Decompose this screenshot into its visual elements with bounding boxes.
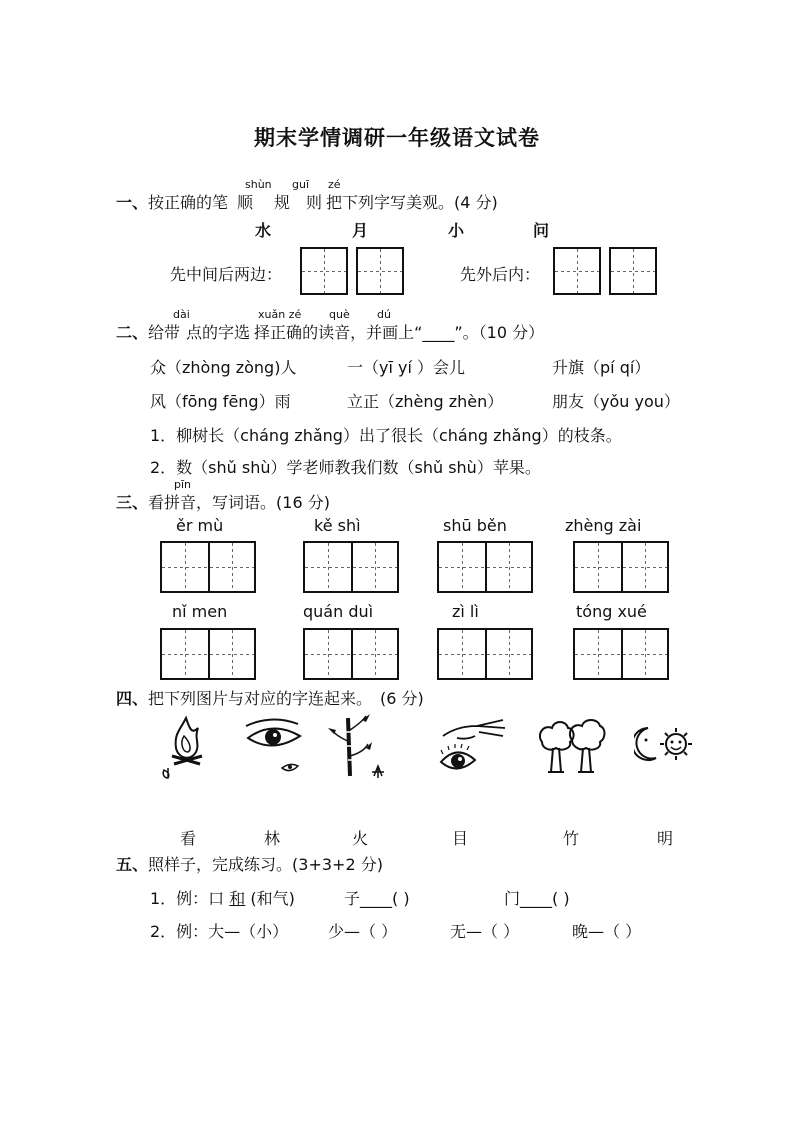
word-box[interactable] xyxy=(160,541,256,593)
word-box[interactable] xyxy=(437,541,533,593)
pinyin-ze: zé xyxy=(328,178,341,191)
page-title: 期末学情调研一年级语文试卷 xyxy=(254,126,540,150)
exercise-blank[interactable]: 门____( ) xyxy=(504,889,570,908)
match-char: 看 xyxy=(180,829,197,848)
label-outside-first: 先外后内： xyxy=(460,265,541,284)
writing-box[interactable] xyxy=(356,247,404,295)
hand-eye-picture xyxy=(437,714,509,778)
pinyin-choice: 升旗（pí qí） xyxy=(552,358,651,377)
writing-box[interactable] xyxy=(553,247,601,295)
label-center-first: 先中间后两边： xyxy=(170,265,283,284)
pinyin-choice: 一（yī yí ）会儿 xyxy=(347,358,466,377)
bamboo-picture xyxy=(326,712,386,782)
exercise-blank[interactable]: 无—（ ） xyxy=(450,922,520,941)
word-box[interactable] xyxy=(303,541,399,593)
match-char: 目 xyxy=(452,829,469,848)
word-box[interactable] xyxy=(160,628,256,680)
word-pinyin: kě shì xyxy=(314,516,361,535)
example-1: 1．例：口 和 (和气) xyxy=(150,889,295,908)
pinyin-que: què xyxy=(329,308,350,321)
pinyin-xuanze: xuǎn zé xyxy=(258,308,302,321)
word-box[interactable] xyxy=(573,628,669,680)
pinyin-gui: guī xyxy=(292,178,310,191)
match-char: 火 xyxy=(352,829,369,848)
char-yue: 月 xyxy=(352,221,369,240)
pinyin-choice: 朋友（yǒu you） xyxy=(552,392,680,411)
char-shui: 水 xyxy=(255,221,272,240)
char-wen: 问 xyxy=(533,221,550,240)
pinyin-choice: 风（fōng fēng）雨 xyxy=(150,392,291,411)
section-2-heading: 二、给带 点的字选 择正确的读音，并画上“____”。（10 分） xyxy=(116,323,545,342)
word-pinyin: shū běn xyxy=(443,516,507,535)
section-5-heading: 五、照样子，完成练习。(3+3+2 分) xyxy=(116,855,383,874)
example-2: 2．例：大—（小） xyxy=(150,922,289,941)
word-pinyin: zhèng zài xyxy=(565,516,642,535)
section-3-heading: 三、看拼音，写词语。(16 分) xyxy=(116,493,330,512)
word-pinyin: ěr mù xyxy=(176,516,224,535)
word-box[interactable] xyxy=(303,628,399,680)
pinyin-pin: pīn xyxy=(174,478,192,491)
section-4-heading: 四、把下列图片与对应的字连起来。 (6 分) xyxy=(116,689,424,708)
writing-box[interactable] xyxy=(300,247,348,295)
match-char: 竹 xyxy=(563,829,580,848)
exercise-blank[interactable]: 少—（ ） xyxy=(328,922,398,941)
word-pinyin: nǐ men xyxy=(172,602,228,621)
match-char: 林 xyxy=(264,829,281,848)
pinyin-choice: 众（zhòng zòng)人 xyxy=(150,358,297,377)
writing-box[interactable] xyxy=(609,247,657,295)
sentence-2: 2．数（shǔ shù）学老师教我们数（shǔ shù）苹果。 xyxy=(150,458,541,477)
word-box[interactable] xyxy=(437,628,533,680)
char-xiao: 小 xyxy=(448,221,465,240)
section-1-heading: 一、按正确的笔 顺 规 则 把下列字写美观。(4 分) xyxy=(116,193,498,212)
eye-picture xyxy=(242,716,306,776)
word-pinyin: quán duì xyxy=(303,602,374,621)
pinyin-du: dú xyxy=(377,308,391,321)
word-box[interactable] xyxy=(573,541,669,593)
pinyin-dai: dài xyxy=(173,308,190,321)
exercise-blank[interactable]: 子____( ) xyxy=(344,889,410,908)
fire-picture xyxy=(160,712,212,782)
trees-picture xyxy=(536,716,606,776)
match-char: 明 xyxy=(657,829,674,848)
sentence-1: 1．柳树长（cháng zhǎng）出了很长（cháng zhǎng）的枝条。 xyxy=(150,426,622,445)
pinyin-shun: shùn xyxy=(245,178,272,191)
word-pinyin: tóng xué xyxy=(576,602,647,621)
word-pinyin: zì lì xyxy=(452,602,479,621)
sun-moon-picture xyxy=(634,724,696,768)
exercise-blank[interactable]: 晚—（ ） xyxy=(572,922,642,941)
pinyin-choice: 立正（zhèng zhèn） xyxy=(347,392,504,411)
